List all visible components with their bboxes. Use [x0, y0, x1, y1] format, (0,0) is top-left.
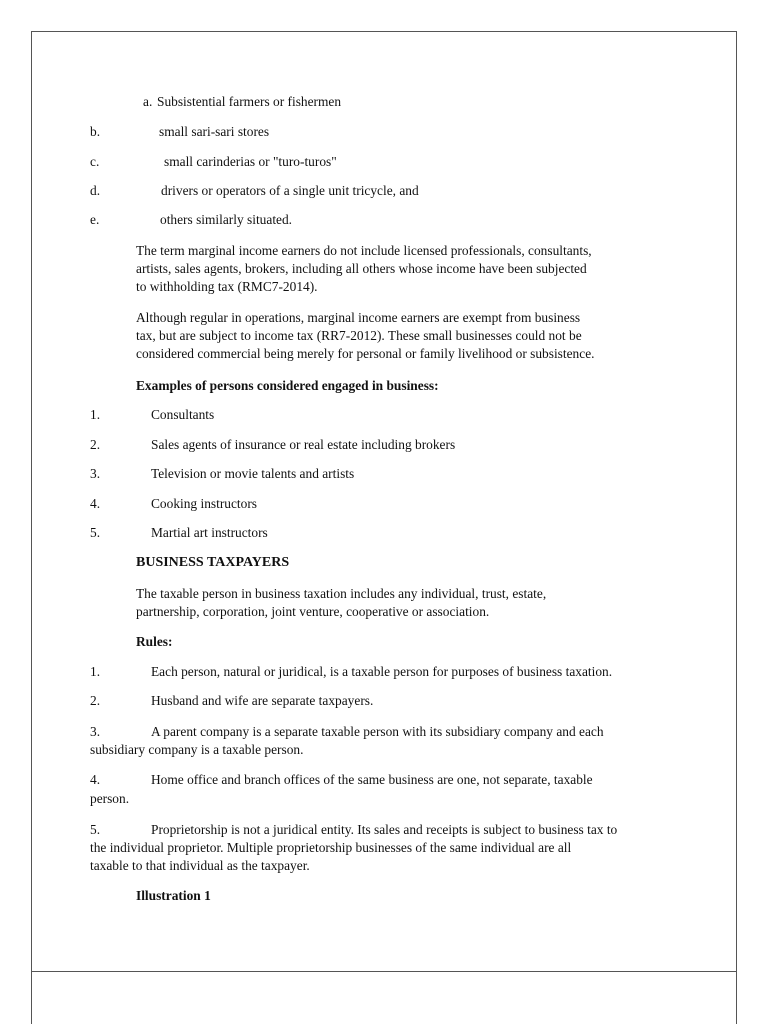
- example-number: 3.: [90, 466, 101, 481]
- rule-number: 5.: [90, 822, 101, 837]
- rules-heading: Rules:: [136, 634, 173, 649]
- paragraph-marginal-line: to withholding tax (RMC7-2014).: [136, 279, 318, 294]
- rule-text: person.: [90, 791, 130, 806]
- paragraph-taxable-line: The taxable person in business taxation includes any individual, trust, estate,: [136, 586, 547, 601]
- rule-text: Husband and wife are separate taxpayers.: [151, 693, 374, 708]
- rule-text: Each person, natural or juridical, is a taxable person for purposes of business taxation.: [151, 664, 613, 679]
- example-number: 1.: [90, 407, 101, 422]
- sublist-marker-e: e.: [90, 212, 100, 227]
- sublist-item-c: small carinderias or "turo-turos": [164, 154, 337, 169]
- rule-text: A parent company is a separate taxable person with its subsidiary company and each: [151, 724, 604, 739]
- rule-text: Proprietorship is not a juridical entity. Its sales and receipts is subject to business tax to: [151, 822, 618, 837]
- paragraph-exempt-line: Although regular in operations, marginal income earners are exempt from business: [136, 310, 581, 325]
- sublist-item-a: Subsistential farmers or fishermen: [157, 94, 342, 109]
- paragraph-exempt-line: considered commercial being merely for personal or family livelihood or subsistence.: [136, 346, 595, 361]
- rule-text: taxable to that individual as the taxpayer.: [90, 858, 310, 873]
- rule-number: 4.: [90, 772, 101, 787]
- example-item: Martial art instructors: [151, 525, 268, 540]
- example-item: Consultants: [151, 407, 215, 422]
- rule-number: 3.: [90, 724, 101, 739]
- example-item: Television or movie talents and artists: [151, 466, 355, 481]
- example-item: Cooking instructors: [151, 496, 258, 511]
- example-number: 4.: [90, 496, 101, 511]
- example-item: Sales agents of insurance or real estate including brokers: [151, 437, 456, 452]
- next-page-left-border: [31, 971, 32, 1024]
- page-bottom-border: [31, 971, 737, 972]
- next-page-right-border: [736, 971, 737, 1024]
- rule-text: the individual proprietor. Multiple proprietorship businesses of the same individual are all: [90, 840, 572, 855]
- paragraph-exempt-line: tax, but are subject to income tax (RR7-2012). These small businesses could not be: [136, 328, 582, 343]
- business-taxpayers-heading: BUSINESS TAXPAYERS: [136, 555, 290, 570]
- examples-heading: Examples of persons considered engaged in business:: [136, 378, 439, 393]
- rule-number: 2.: [90, 693, 101, 708]
- sublist-marker-c: c.: [90, 154, 100, 169]
- sublist-marker-a: a.: [143, 94, 153, 109]
- sublist-item-d: drivers or operators of a single unit tricycle, and: [161, 183, 419, 198]
- illustration-heading: Illustration 1: [136, 888, 211, 903]
- rule-text: Home office and branch offices of the same business are one, not separate, taxable: [151, 772, 593, 787]
- sublist-item-b: small sari-sari stores: [159, 124, 270, 139]
- sublist-marker-b: b.: [90, 124, 101, 139]
- rule-text: subsidiary company is a taxable person.: [90, 742, 304, 757]
- example-number: 2.: [90, 437, 101, 452]
- sublist-marker-d: d.: [90, 183, 101, 198]
- paragraph-marginal-line: The term marginal income earners do not include licensed professionals, consultants,: [136, 243, 592, 258]
- sublist-item-e: others similarly situated.: [160, 212, 293, 227]
- paragraph-marginal-line: artists, sales agents, brokers, including all others whose income have been subjected: [136, 261, 587, 276]
- rule-number: 1.: [90, 664, 101, 679]
- paragraph-taxable-line: partnership, corporation, joint venture, cooperative or association.: [136, 604, 490, 619]
- example-number: 5.: [90, 525, 101, 540]
